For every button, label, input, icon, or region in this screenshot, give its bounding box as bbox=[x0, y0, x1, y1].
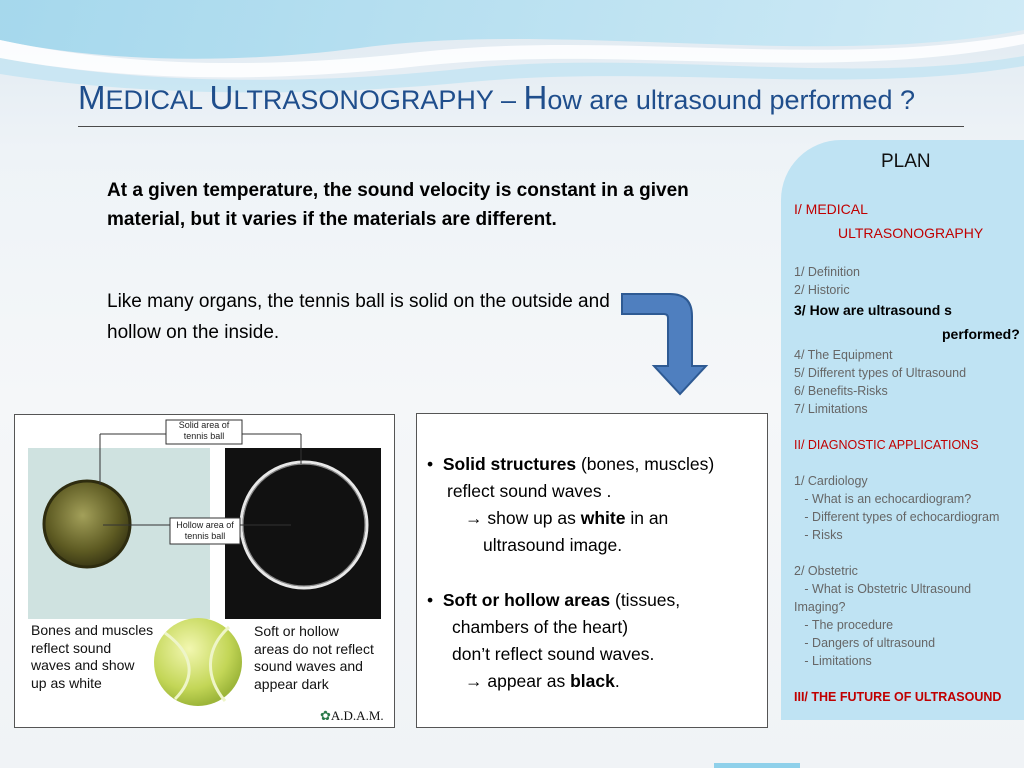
plan-item-types: 5/ Different types of Ultrasound bbox=[794, 366, 967, 380]
solid-line-3: → show up as white in an bbox=[465, 508, 669, 528]
curved-down-arrow-icon bbox=[618, 290, 718, 400]
solid-line-4: ultrasound image. bbox=[483, 535, 623, 555]
tennis-ball-icon bbox=[154, 618, 242, 706]
plan-item-obstetric-limitations: - Limitations bbox=[794, 654, 872, 668]
bottom-decoration bbox=[714, 763, 800, 768]
plan-item-definition: 1/ Definition bbox=[794, 265, 861, 279]
ultrasound-image-panel bbox=[225, 448, 381, 619]
plan-item-historic: 2/ Historic bbox=[794, 283, 850, 297]
soft-bullet-line: • Soft or hollow areas (tissues, bbox=[427, 590, 681, 610]
plan-item-echo-types: - Different types of echocardiogram bbox=[794, 510, 1000, 524]
ultrasound-info-box bbox=[416, 413, 768, 728]
plan-item-dangers: - Dangers of ultrasound bbox=[794, 636, 936, 650]
plan-item-echo-what: - What is an echocardiogram? bbox=[794, 492, 972, 506]
solid-bullet-line: • Solid structures (bones, muscles) bbox=[427, 454, 715, 474]
plan-item-equipment: 4/ The Equipment bbox=[794, 348, 893, 362]
section-3-title: III/ THE FUTURE OF ULTRASOUND bbox=[794, 690, 1002, 704]
solid-area-label: Solid area of tennis ball bbox=[178, 420, 230, 441]
adam-logo: ✿A.D.A.M. bbox=[320, 708, 384, 723]
bones-caption: Bones and muscles reflect sound waves and show up as white bbox=[31, 622, 154, 691]
section-1-title-cont: ULTRASONOGRAPHY bbox=[838, 225, 984, 241]
analogy-text: Like many organs, the tennis ball is solid on the outside and hollow on the inside. bbox=[107, 291, 610, 343]
plan-item-obstetric-what: - What is Obstetric Ultrasound bbox=[794, 582, 972, 596]
section-2-title: II/ DIAGNOSTIC APPLICATIONS bbox=[794, 438, 979, 452]
soft-line-4: → appear as black. bbox=[465, 671, 620, 691]
title-underline bbox=[78, 126, 964, 127]
soft-line-2: chambers of the heart) bbox=[452, 617, 629, 637]
plan-item-cardiology: 1/ Cardiology bbox=[794, 474, 868, 488]
plan-item-procedure: - The procedure bbox=[794, 618, 894, 632]
section-1-title: I/ MEDICAL bbox=[794, 201, 868, 217]
soft-caption: Soft or hollow areas do not reflect sound waves and appear dark bbox=[254, 623, 374, 692]
plan-item-current: 3/ How are ultrasound s bbox=[794, 302, 952, 318]
plan-item-obstetric-imaging: Imaging? bbox=[794, 600, 846, 614]
right-arrow-icon: → bbox=[465, 508, 483, 528]
tennis-ball-cross-section bbox=[44, 481, 130, 567]
slide-title: MEDICAL ULTRASONOGRAPHY – How are ultrasound performed ? bbox=[78, 79, 916, 116]
solid-line-2: reflect sound waves . bbox=[447, 481, 612, 501]
plan-item-benefits: 6/ Benefits-Risks bbox=[794, 384, 888, 398]
right-arrow-icon: → bbox=[465, 671, 483, 691]
hollow-area-label: Hollow area of tennis ball bbox=[176, 520, 234, 541]
intro-text: At a given temperature, the sound velocity is constant in a given material, but it varies if the materials are different. bbox=[107, 180, 689, 230]
plan-title: PLAN bbox=[881, 151, 931, 172]
soft-line-3: don’t reflect sound waves. bbox=[452, 644, 655, 664]
tennis-ball-ultrasound-figure bbox=[14, 414, 395, 728]
plan-item-echo-risks: - Risks bbox=[794, 528, 843, 542]
plan-item-obstetric: 2/ Obstetric bbox=[794, 564, 858, 578]
leaf-icon: ✿ bbox=[320, 708, 331, 723]
plan-item-limitations: 7/ Limitations bbox=[794, 402, 868, 416]
plan-item-current-cont: performed? bbox=[942, 326, 1020, 342]
